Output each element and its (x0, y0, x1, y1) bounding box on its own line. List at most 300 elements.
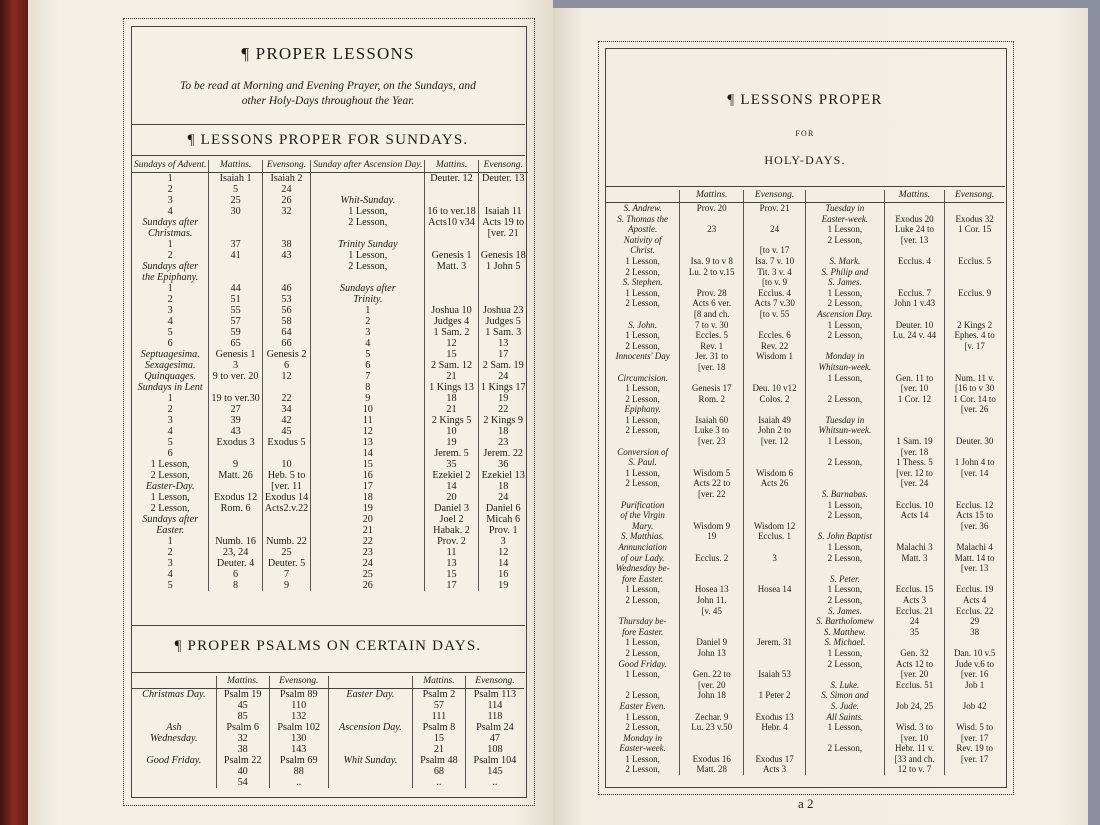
table-cell: 19 (478, 580, 528, 591)
table-cell: 1 Lesson, (806, 288, 885, 299)
table-row (606, 521, 1004, 532)
table-cell: Wednesday. (150, 733, 198, 744)
table-cell: 29 (945, 616, 1004, 627)
table-cell: 18 (478, 481, 528, 492)
table-cell (744, 574, 806, 585)
table-cell: 1 Lesson, (806, 436, 885, 447)
table-cell (945, 489, 1004, 500)
table-cell: 25 (311, 569, 425, 580)
table-row (606, 341, 1004, 352)
table-cell: Hebr. 4 (744, 722, 806, 733)
table-row (606, 500, 1004, 511)
table-cell: .. (465, 777, 524, 788)
table-cell: Exodus 3 (209, 437, 262, 448)
table-cell: Acts 3 (744, 764, 806, 775)
table-row (606, 320, 1004, 331)
table-cell: Ecclus. 4 (884, 256, 945, 267)
table-cell: 1 Sam. 19 (884, 436, 945, 447)
table-cell: Matt. 3 (884, 553, 945, 564)
table-cell (209, 272, 262, 283)
table-cell: 145 (465, 766, 524, 777)
table-row (132, 228, 528, 239)
table-row (132, 503, 528, 514)
table-cell: Prov. 1 (478, 525, 528, 536)
table-cell (884, 341, 945, 352)
table-row (606, 309, 1004, 320)
table-cell (884, 690, 945, 701)
table-cell: Psalm 24 (465, 722, 524, 733)
table-cell (884, 245, 945, 256)
table-row (132, 525, 528, 536)
table-row (606, 330, 1004, 341)
table-cell: Hosea 14 (744, 584, 806, 595)
table-cell: 22 (311, 536, 425, 547)
table-cell: 5 (167, 327, 173, 338)
column-header: Evensong. (744, 190, 806, 203)
table-cell: 2 Lesson, (806, 457, 885, 468)
table-cell: Judges 4 (425, 316, 478, 327)
table-cell: S. Andrew. (623, 203, 662, 213)
table-cell: Ecclus. 10 (884, 500, 945, 511)
table-cell: Whitsun-week. (806, 362, 885, 373)
table-cell: 118 (465, 711, 524, 722)
table-row (132, 711, 524, 722)
table-cell (425, 239, 478, 250)
table-cell (311, 173, 425, 185)
table-cell (945, 415, 1004, 426)
table-cell: Apostle. (628, 224, 658, 235)
table-cell (806, 245, 885, 256)
table-cell (209, 228, 262, 239)
table-cell: Tuesday in (806, 203, 885, 214)
table-cell (132, 777, 216, 788)
column-header: Evensong. (262, 160, 310, 173)
table-cell: 4 (167, 316, 173, 327)
table-cell: Acts 26 (744, 478, 806, 489)
table-cell (680, 457, 744, 468)
table-cell (806, 563, 885, 574)
table-cell (884, 712, 945, 723)
table-cell: Exodus 12 (209, 492, 262, 503)
table-cell: Malachi 4 (945, 542, 1004, 553)
table-cell: Trinity Sunday (311, 239, 425, 250)
table-cell (806, 404, 885, 415)
table-cell: S. Bartholomew (806, 616, 885, 627)
table-cell: Matt. 28 (680, 764, 744, 775)
table-row (606, 425, 1004, 436)
table-cell (806, 733, 885, 744)
table-row (606, 245, 1004, 256)
table-row (132, 272, 528, 283)
table-cell: [v. 45 (680, 606, 744, 617)
table-cell: 21 (412, 744, 465, 755)
table-cell: Genesis 2 (262, 349, 310, 360)
table-row (132, 766, 524, 777)
table-row (606, 606, 1004, 617)
table-row (606, 267, 1004, 278)
table-cell (744, 404, 806, 415)
table-cell (945, 267, 1004, 278)
divider (131, 672, 525, 673)
table-cell (328, 777, 412, 788)
table-cell: 3 (744, 553, 806, 564)
table-cell (945, 574, 1004, 585)
table-cell (680, 574, 744, 585)
table-cell: Nativity of (623, 234, 662, 245)
table-cell: Gen. 11 to (884, 373, 945, 384)
table-cell (680, 733, 744, 744)
table-cell: [ver. 12 to (884, 468, 945, 479)
table-row (132, 744, 524, 755)
table-cell: 18 (425, 393, 478, 404)
table-row (606, 743, 1004, 754)
table-cell (209, 217, 262, 228)
table-cell: 45 (216, 700, 269, 711)
table-row (606, 288, 1004, 299)
table-cell: [ver. 17 (945, 754, 1004, 765)
table-cell: 64 (262, 327, 310, 338)
table-cell: All Saints. (806, 712, 885, 723)
table-cell: 2 Lesson, (806, 235, 885, 246)
table-row (132, 327, 528, 338)
table-cell: Rom. 2 (680, 394, 744, 405)
table-cell (606, 489, 680, 500)
table-cell: 2 Lesson, (806, 659, 885, 670)
table-row (606, 489, 1004, 500)
table-cell: 25 (209, 195, 262, 206)
table-cell (945, 203, 1004, 214)
table-row (132, 755, 524, 766)
table-row (606, 595, 1004, 606)
left-page (28, 0, 553, 825)
table-cell: 26 (311, 580, 425, 591)
lessons-proper-heading: ¶ LESSONS PROPER (727, 92, 883, 108)
table-cell: Tit. 3 v. 4 (744, 267, 806, 278)
table-cell (606, 436, 680, 447)
table-cell: 3 (167, 415, 173, 426)
table-cell: Exodus 17 (744, 754, 806, 765)
table-cell: Psalm 8 (412, 722, 465, 733)
table-cell: 114 (465, 700, 524, 711)
table-cell: 10 (425, 426, 478, 437)
table-cell (744, 235, 806, 246)
sundays-lessons-table (132, 160, 528, 591)
table-cell: 56 (262, 305, 310, 316)
table-cell: Thursday be- (618, 616, 667, 627)
table-cell: [ver. 23 (680, 436, 744, 447)
table-cell (884, 574, 945, 585)
table-cell: 5 (167, 580, 173, 591)
column-header: Evensong. (465, 676, 524, 689)
table-cell: 9 to ver. 20 (209, 371, 262, 382)
table-cell: Exodus 5 (262, 437, 310, 448)
table-row (132, 382, 528, 393)
table-cell: 21 (425, 404, 478, 415)
table-cell: 6 (311, 360, 425, 371)
table-row (606, 733, 1004, 744)
table-row (132, 722, 524, 733)
table-cell: 1 (167, 173, 173, 184)
table-cell: Eccles. 6 (744, 330, 806, 341)
table-cell: 2 Lesson, (625, 478, 660, 489)
table-cell: 45 (262, 426, 310, 437)
table-row (132, 437, 528, 448)
table-cell (744, 320, 806, 331)
table-cell (744, 510, 806, 521)
holy-days-heading: HOLY-DAYS. (764, 153, 846, 167)
table-cell: Conversion of (617, 446, 669, 457)
table-cell (744, 214, 806, 225)
table-cell: 111 (412, 711, 465, 722)
table-cell: Ephes. 4 to (945, 330, 1004, 341)
table-cell: fore Easter. (622, 626, 664, 637)
table-cell: 1 Lesson, (625, 414, 660, 425)
table-cell: Easter-week. (806, 214, 885, 225)
table-cell: Easter Day. (328, 689, 412, 701)
table-cell: [ver. 17 (945, 733, 1004, 744)
table-cell: 1 Kings 17 (478, 382, 528, 393)
table-cell: Wisdom 6 (744, 468, 806, 479)
table-cell (209, 481, 262, 492)
table-row (606, 712, 1004, 723)
table-cell: 1 Lesson, (806, 224, 885, 235)
table-cell: 2 (311, 316, 425, 327)
table-cell: 16 (311, 470, 425, 481)
table-cell: 2 Lesson, (150, 470, 190, 481)
table-cell: S. Thomas the (617, 213, 669, 224)
table-cell (744, 648, 806, 659)
table-cell: 2 (167, 250, 173, 261)
table-cell: Genesis 17 (680, 383, 744, 394)
table-cell: Ecclus. 2 (680, 553, 744, 564)
table-cell: 1 Peter 2 (744, 690, 806, 701)
table-cell (680, 659, 744, 670)
table-cell: 57 (412, 700, 465, 711)
table-cell (478, 184, 528, 195)
table-cell: S. Matthias. (621, 531, 665, 542)
table-cell (425, 294, 478, 305)
table-row (132, 250, 528, 261)
table-cell (209, 261, 262, 272)
table-cell: Malachi 3 (884, 542, 945, 553)
table-cell (262, 382, 310, 393)
table-cell: 2 Lesson, (625, 647, 660, 658)
table-row (132, 558, 528, 569)
table-cell (744, 457, 806, 468)
table-row (606, 584, 1004, 595)
table-cell (744, 489, 806, 500)
table-cell: 5 (311, 349, 425, 360)
table-cell: John 2 to (744, 425, 806, 436)
table-cell (680, 510, 744, 521)
table-cell (744, 447, 806, 458)
table-cell: Jerem. 5 (425, 448, 478, 459)
table-cell: Quinquages. (144, 371, 197, 382)
table-cell: 22 (262, 393, 310, 404)
table-cell (744, 616, 806, 627)
table-cell: 53 (262, 294, 310, 305)
table-cell: Christmas Day. (142, 689, 206, 700)
table-cell: Genesis 18 (478, 250, 528, 261)
table-cell: 19 to ver.30 (209, 393, 262, 404)
table-cell: of the Virgin (620, 510, 665, 521)
table-cell: 1 Cor. 14 to (945, 394, 1004, 405)
table-cell (328, 700, 412, 711)
table-cell (328, 766, 412, 777)
table-cell: 1 John 5 (478, 261, 528, 272)
table-cell: Psalm 22 (216, 755, 269, 766)
table-cell (945, 245, 1004, 256)
table-cell: Prov. 21 (744, 203, 806, 214)
table-cell: 2 (167, 184, 173, 195)
table-cell: fore Easter. (622, 573, 664, 584)
page-signature: a 2 (798, 796, 814, 811)
table-row (606, 383, 1004, 394)
table-cell: Jer. 31 to (680, 351, 744, 362)
table-cell: 15 (412, 733, 465, 744)
table-cell: Sundays after (142, 217, 199, 228)
table-cell: 2 Lesson, (806, 298, 885, 309)
table-cell: John 18 (680, 690, 744, 701)
table-cell: 25 (262, 547, 310, 558)
table-cell (744, 659, 806, 670)
table-cell: 1 (167, 239, 173, 250)
table-cell: Daniel 9 (680, 637, 744, 648)
table-cell: Numb. 16 (209, 536, 262, 547)
table-cell: 2 Sam. 12 (425, 360, 478, 371)
table-cell: Rev. 19 to (945, 743, 1004, 754)
table-cell: 8 (209, 580, 262, 591)
table-cell: Hosea 13 (680, 584, 744, 595)
table-cell: 21 (311, 525, 425, 536)
table-cell: Lu. 2 to v.15 (680, 267, 744, 278)
table-row (132, 338, 528, 349)
table-cell: Acts 14 (884, 510, 945, 521)
table-cell: 16 to ver.18 (425, 206, 478, 217)
table-cell (680, 701, 744, 712)
table-cell (132, 711, 216, 722)
table-cell: 15 (425, 569, 478, 580)
table-cell: Exodus 14 (262, 492, 310, 503)
table-row (606, 637, 1004, 648)
table-cell: Exodus 20 (884, 214, 945, 225)
table-cell: 3 (478, 536, 528, 547)
table-row (132, 217, 528, 228)
table-cell: Ecclus. 51 (884, 680, 945, 691)
table-cell: Sundays after (311, 283, 425, 294)
table-cell: Sundays in Lent (137, 382, 203, 393)
table-cell: .. (269, 777, 328, 788)
column-header (806, 190, 885, 203)
table-cell (945, 309, 1004, 320)
table-cell: Ascension Day. (806, 309, 885, 320)
table-cell: 5 (209, 184, 262, 195)
table-cell: Isaiah 2 (262, 173, 310, 185)
table-cell (884, 267, 945, 278)
table-cell: 10 (262, 459, 310, 470)
table-cell: the Epiphany. (142, 272, 199, 283)
table-cell: 2 Lesson, (625, 764, 660, 775)
table-cell: 36 (478, 459, 528, 470)
table-cell (132, 744, 216, 755)
table-cell: 39 (209, 415, 262, 426)
table-cell (884, 351, 945, 362)
table-cell: S. Simon and (806, 690, 885, 701)
table-cell: 2 Lesson, (150, 503, 190, 514)
table-cell (209, 448, 262, 459)
table-cell: Isaiah 11 (478, 206, 528, 217)
table-cell: 6 (167, 448, 173, 459)
table-cell: S. Peter. (806, 574, 885, 585)
table-row (132, 777, 524, 788)
table-cell: S. John. (628, 319, 658, 330)
psalms-heading: ¶ PROPER PSALMS ON CERTAIN DAYS. (174, 638, 482, 654)
table-cell: 2 (167, 294, 173, 305)
table-row (606, 659, 1004, 670)
table-row (606, 553, 1004, 564)
table-cell (606, 680, 680, 691)
table-row (606, 203, 1004, 214)
table-cell (744, 606, 806, 617)
table-cell (262, 228, 310, 239)
table-cell: Sundays after (142, 261, 199, 272)
table-cell: [ver. 21 (478, 228, 528, 239)
table-cell: Whitsun-week. (806, 425, 885, 436)
table-cell (680, 214, 744, 225)
table-cell: Ash (166, 722, 182, 733)
table-cell: Daniel 6 (478, 503, 528, 514)
table-cell: 1 Lesson, (806, 584, 885, 595)
table-cell (806, 478, 885, 489)
table-row (132, 700, 524, 711)
table-cell (945, 351, 1004, 362)
table-cell: 21 (425, 371, 478, 382)
table-cell: Christmas. (147, 228, 193, 239)
table-cell: John 1 v.43 (884, 298, 945, 309)
table-cell: Psalm 104 (465, 755, 524, 766)
table-cell: Heb. 5 to (262, 470, 310, 481)
table-cell: 14 (478, 558, 528, 569)
table-cell: Matt. 26 (209, 470, 262, 481)
column-header: Mattins. (884, 190, 945, 203)
column-header: Mattins. (680, 190, 744, 203)
table-cell: S. John Baptist (806, 531, 885, 542)
table-row (606, 404, 1004, 415)
table-cell (209, 525, 262, 536)
table-cell: 1 Lesson, (311, 250, 425, 261)
table-cell: 15 (425, 349, 478, 360)
table-cell: 19 (478, 393, 528, 404)
table-cell (884, 362, 945, 373)
table-cell: 19 (311, 503, 425, 514)
table-cell (311, 184, 425, 195)
table-cell (262, 261, 310, 272)
table-cell: John 13 (680, 648, 744, 659)
table-row (132, 536, 528, 547)
table-cell: Matt. 14 to (945, 553, 1004, 564)
table-cell: 12 (478, 547, 528, 558)
table-cell: Whit-Sunday. (311, 195, 425, 206)
table-cell: Acts 7 v.30 (744, 298, 806, 309)
table-cell (680, 404, 744, 415)
table-cell (680, 277, 744, 288)
table-cell: 32 (262, 206, 310, 217)
table-cell: 2 Lesson, (806, 394, 885, 405)
table-cell: 2 Lesson, (311, 217, 425, 228)
table-row (606, 531, 1004, 542)
table-cell (425, 184, 478, 195)
divider (131, 124, 525, 125)
